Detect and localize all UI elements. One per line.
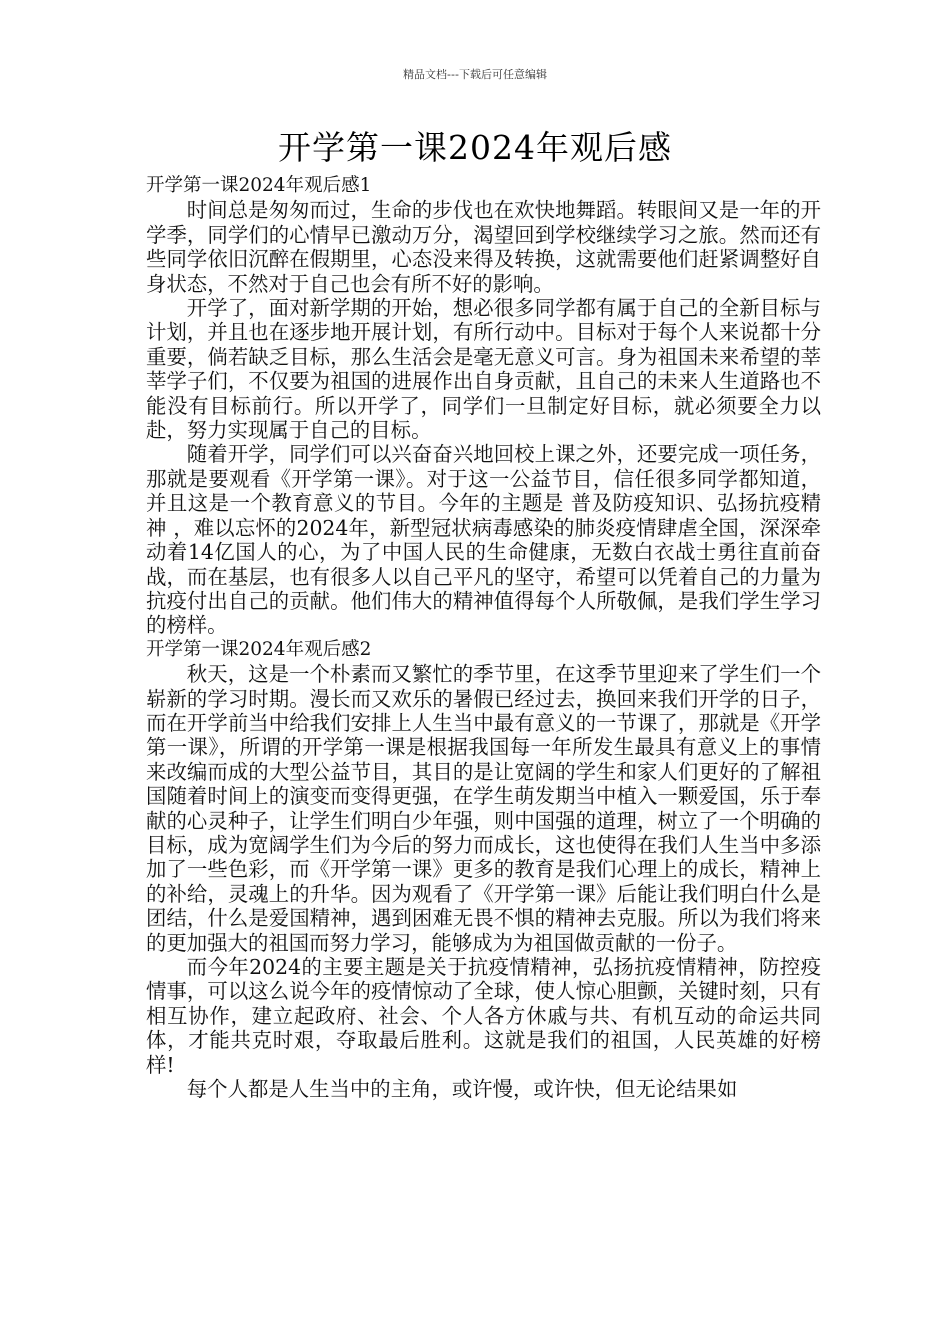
paragraph: 开学了，面对新学期的开始，想必很多同学都有属于自己的全新目标与计划，并且也在逐步地开展计划，有所行动中。目标对于每个人来说都十分重要，倘若缺乏目标，那么生活会是毫无意义可言。身为祖国未来希望的莘莘学子们，不仅要为祖国的进展作出自身贡献，且自己的未来人生道路也不能没有目标前行。所以开学了，同学们一旦制定好目标，就必须要全力以赴，努力实现属于自己的目标。 [146, 296, 821, 443]
essay-section-2 [146, 638, 821, 1102]
section-heading: 开学第一课2024年观后感1 [146, 175, 372, 196]
paragraph: 秋天，这是一个朴素而又繁忙的季节里，在这季节里迎来了学生们一个崭新的学习时期。漫长而又欢乐的暑假已经过去，换回来我们开学的日子，而在开学前当中给我们安排上人生当中最有意义的一节课了，那就是《开学第一课》，所谓的开学第一课是根据我国每一年所发生最具有意义上的事情来改编而成的大型公益节目，其目的是让宽阔的学生和家人们更好的了解祖国随着时间上的演变而变得更强，在学生萌发期当中植入一颗爱国，乐于奉献的心灵种子，让学生们明白少年强，则中国强的道理，树立了一个明确的目标，成为宽阔学生们为今后的努力而成长，这也使得在我们人生当中多添加了一些色彩，而《开学第一课》更多的教育是我们心理上的成长，精神上的补给，灵魂上的升华。因为观看了《开学第一课》后能让我们明白什么是团结，什么是爱国精神，遇到困难无畏不惧的精神去克服。所以为我们将来的更加强大的祖国而努力学习，能够成为为祖国做贡献的一份子。 [146, 662, 821, 955]
paragraph: 每个人都是人生当中的主角，或许慢，或许快，但无论结果如 [186, 1077, 738, 1102]
section-heading: 开学第一课2024年观后感2 [146, 638, 372, 660]
page-title: 开学第一课2024年观后感 [278, 128, 672, 167]
paragraph: 时间总是匆匆而过，生命的步伐也在欢快地舞蹈。转眼间又是一年的开学季，同学们的心情早已激动万分，渴望回到学校继续学习之旅。然而还有些同学依旧沉醉在假期里，心态没来得及转换，这就需要他们赶紧调整好自身状态，不然对于自己也会有所不好的影响。 [146, 198, 821, 296]
header-note: 精品文档---下载后可任意编辑 [403, 68, 547, 81]
paragraph: 而今年2024的主要主题是关于抗疫情精神，弘扬抗疫情精神，防控疫情事，可以这么说今年的疫情惊动了全球，使人惊心胆颤，关键时刻，只有相互协作，建立起政府、社会、个人各方休戚与共、有机互动的命运共同体，才能共克时艰，夺取最后胜利。这就是我们的祖国，人民英雄的好榜样! [146, 955, 821, 1077]
document-body [146, 174, 821, 1101]
paragraph: 随着开学，同学们可以兴奋奋兴地回校上课之外，还要完成一项任务，那就是要观看《开学第一课》。对于这一公益节目，信任很多同学都知道，并且这是一个教育意义的节目。今年的主题是 普及防疫知识、弘扬抗疫精神 ，难以忘怀的2024年，新型冠状病毒感染的肺炎疫情肆虐全国，深深牵动着14亿国人的心，为了中国人民的生命健康，无数白衣战士勇往直前奋战，而在基层，也有很多人以自己平凡的坚守，希望可以凭着自己的力量为抗疫付出自己的贡献。他们伟大的精神值得每个人所敬佩，是我们学生学习的榜样。 [146, 442, 821, 638]
essay-section-1 [146, 174, 821, 638]
